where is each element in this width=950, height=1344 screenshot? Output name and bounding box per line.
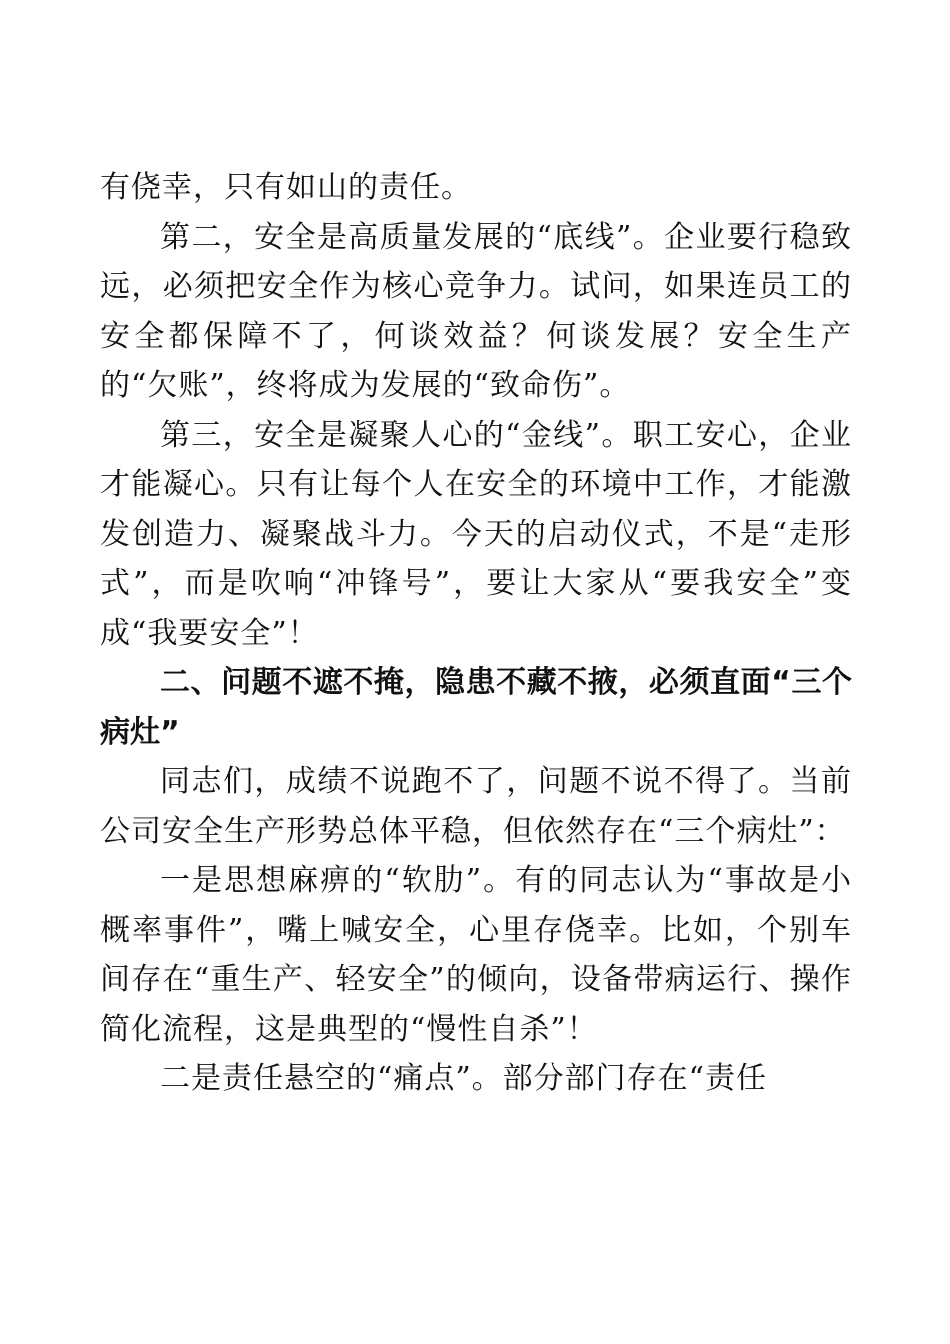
paragraph-continuation: 有侥幸，只有如山的责任。 <box>100 170 472 205</box>
paragraph-problem-one: 一是思想麻痹的“软肋”。有的同志认为“事故是小概率事件”，嘴上喊安全，心里存侥幸。比如，个别车间存在“重生产、轻安全”的倾向，设备带病运行、操作简化流程，这是典型的“慢性自杀”！ <box>100 863 852 1047</box>
section-heading: 二、问题不遮不掩，隐患不藏不掖，必须直面“三个病灶” <box>100 665 852 750</box>
paragraph-second-point: 第二，安全是高质量发展的“底线”。企业要行稳致远，必须把安全作为核心竞争力。试问，如果连员工的安全都保障不了，何谈效益？何谈发展？安全生产的“欠账”，终将成为发展的“致命伤”。 <box>100 219 852 403</box>
paragraph-intro-problems: 同志们，成绩不说跑不了，问题不说不得了。当前公司安全生产形势总体平稳，但依然存在“三个病灶”： <box>100 764 852 849</box>
document-body <box>100 163 852 1104</box>
paragraph-third-point: 第三，安全是凝聚人心的“金线”。职工安心，企业才能凝心。只有让每个人在安全的环境中工作，才能激发创造力、凝聚战斗力。今天的启动仪式，不是“走形式”，而是吹响“冲锋号”，要让大家从“要我安全”变成“我要安全”！ <box>100 417 852 651</box>
paragraph-problem-two: 二是责任悬空的“痛点”。部分部门存在“责任 <box>160 1061 768 1096</box>
